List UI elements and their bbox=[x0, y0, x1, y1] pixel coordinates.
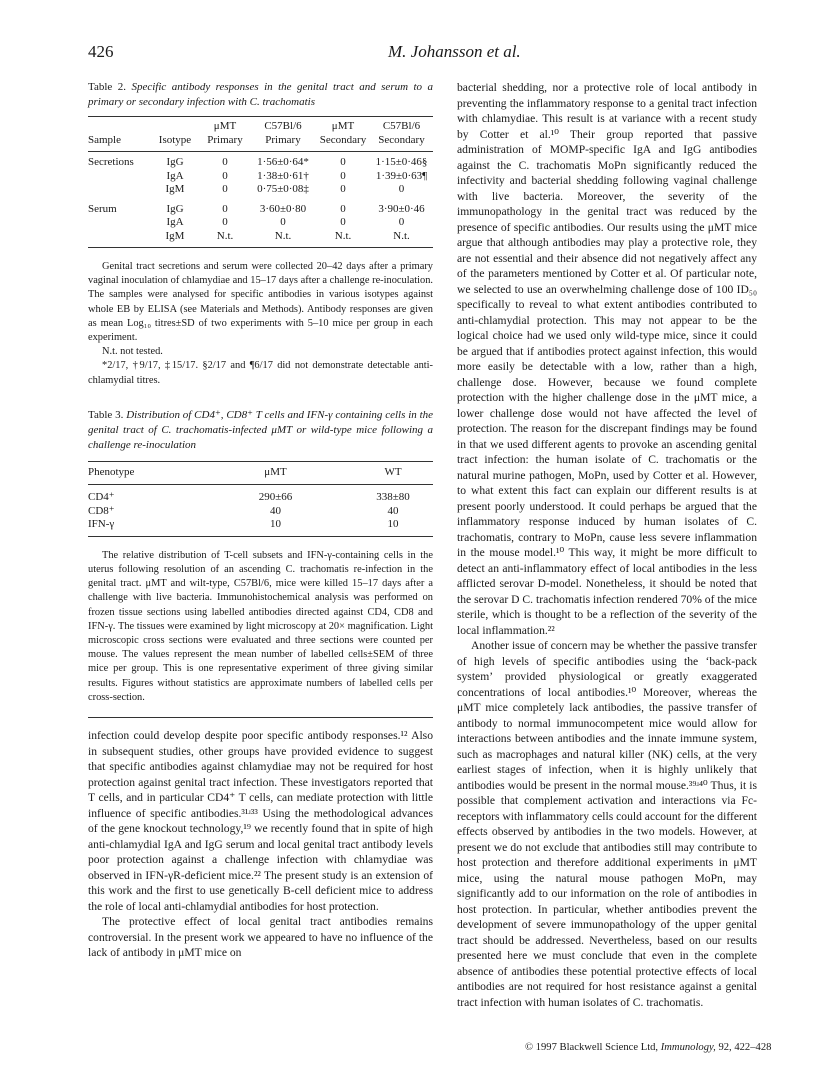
table2-cell: 3·90±0·46 bbox=[378, 202, 425, 215]
table2-footnote-nt: N.t. not tested. bbox=[102, 346, 163, 358]
table2-footnote-symbols: *2/17, †9/17, ‡15/17. §2/17 and ¶6/17 did not demonstrate detectable anti-chlamydial titres. bbox=[88, 360, 433, 386]
table2-cell: N.t. bbox=[393, 229, 410, 242]
volume-pages: 92, 422–428 bbox=[718, 1042, 772, 1053]
table2-label: Table 2. bbox=[88, 81, 126, 93]
copyright-text: © 1997 Blackwell Science Ltd, bbox=[525, 1042, 659, 1053]
table2-cell: 0 bbox=[222, 202, 228, 215]
table3-cell: 10 bbox=[387, 518, 399, 531]
t2-col-mmt-secondary: μMT Secondary bbox=[319, 120, 367, 146]
table2-cell bbox=[88, 170, 150, 184]
table3-caption bbox=[88, 408, 433, 453]
table2-cell: 0 bbox=[398, 183, 405, 195]
table2-footnotes bbox=[88, 260, 433, 388]
copyright-footer bbox=[525, 1042, 771, 1053]
left-column bbox=[88, 80, 433, 961]
table2-cell: 0 bbox=[222, 216, 228, 228]
journal-name: Immunology, bbox=[660, 1042, 716, 1053]
left-paragraph-1: infection could develop despite poor specific antibody responses.¹² Also in subsequent studies, other groups have provided evidence to suggest that specific antibodies against chlamydiae may not be required for host protection against genital tract infection. These investigators reported that T cells, and in particular CD4⁺ T cells, can mediate protection with little influence of specific antibodies.³¹ʴ³³ Using the methodological advances of the gene knockout technology,¹⁹ we recently found that in spite of high anti-chlamydial IgA and IgG serum and local genital tract antibody levels poor protection against a challenge infection with chlamydiae was observed in IFN-γR-deficient mice.²² The present study is an extension of this work and the first to use genetically B-cell deficient mice to address the role of local anti-chlamydial antibodies for host protection. bbox=[88, 729, 433, 913]
t3-col-mmt: μMT bbox=[264, 465, 287, 478]
t2-col-c57-secondary: C57Bl/6 Secondary bbox=[378, 120, 425, 146]
table2-cell: 0 bbox=[222, 156, 228, 168]
t2-col-mmt-primary: μMT Primary bbox=[207, 120, 243, 146]
right-paragraph-2: Another issue of concern may be whether the passive transfer of high levels of specific antibodies using the ‘back-pack system’ provided physiological or greatly exaggerated concentrations of local antibodies.¹⁰ Moreover, whereas the μMT mice completely lack antibodies, the passive transfer of antibody to normal immunocompetent mice would allow for interactions between antibodies and the innate immune system, such as macrophages and natural killer (NK) cells, at the very earliest stages of infection, when it is highly unlikely that antibodies would be present in the normal mouse.³⁹ʴ⁴⁰ Thus, it is possible that complement activation and interactions via Fc-receptors with inflammatory cells could account for the different effects observed by antibodies in the two models. However, at present we do not exclude that antibodies still may contribute to host protection and therefore additional experiments in μMT mice, using the natural mouse pathogen MoPn, may significantly add to our information on the role of antibodies in host protection. In particular, whether antibodies prevent the development of severe immunopathology of the upper genital tract should be addressed. Nevertheless, based on our results presented here we must conclude that even in the complete absence of antibodies these potential protective effects of local antibodies are not required for host resistance against a genital tract infection with human isolates of C. trachomatis. bbox=[457, 639, 757, 1009]
page-number: 426 bbox=[88, 42, 114, 61]
table3-cell: 338±80 bbox=[376, 491, 410, 504]
table2-row bbox=[88, 152, 433, 170]
running-title: M. Johansson et al. bbox=[388, 42, 521, 61]
table2-row bbox=[88, 216, 433, 230]
table3-cell: CD8⁺ bbox=[88, 504, 115, 517]
table2-cell: 0 bbox=[340, 156, 346, 168]
table2-row bbox=[88, 230, 433, 248]
table2-footnote-main: Genital tract secretions and serum were collected 20–42 days after a primary vaginal inoculation of chlamydiae and 15–17 days after a challenge re-inoculation. The samples were analysed for specific antibodies in various isotypes against whole EB by ELISA (see Materials and Methods). Antibody responses are given as mean Log₁₀ titres±SD of two experiments with 5–10 mice per group in each experiment. bbox=[88, 261, 433, 344]
table2 bbox=[88, 116, 433, 248]
table2-cell: IgG bbox=[166, 202, 184, 215]
table3-cell: IFN-γ bbox=[88, 518, 115, 531]
table2-caption-text: Specific antibody responses in the genital tract and serum to a primary or secondary infection with C. trachomatis bbox=[88, 81, 433, 108]
table2-cell: 1·56±0·64* bbox=[257, 156, 309, 168]
table2-cell: 0·75±0·08‡ bbox=[257, 183, 309, 195]
t3-col-phenotype: Phenotype bbox=[88, 465, 135, 478]
table2-cell: IgA bbox=[166, 216, 184, 228]
table2-cell: Secretions bbox=[88, 156, 134, 168]
table2-cell: N.t. bbox=[274, 229, 292, 242]
page-header bbox=[88, 42, 733, 66]
t2-col-sample: Sample bbox=[88, 133, 121, 146]
table3-cell: 40 bbox=[270, 504, 281, 517]
table3-cell: CD4⁺ bbox=[88, 491, 115, 504]
table2-cell: 0 bbox=[222, 183, 228, 195]
t3-col-wt: WT bbox=[384, 465, 402, 478]
left-paragraph-2: The protective effect of local genital tract antibodies remains controversial. In the present work we appeared to have no influence of the lack of antibody in μMT mice on bbox=[88, 915, 433, 960]
right-column bbox=[457, 80, 757, 1010]
table2-cell: 0 bbox=[398, 216, 405, 228]
table2-cell bbox=[88, 183, 150, 197]
table2-cell bbox=[88, 230, 150, 248]
table3-label: Table 3. bbox=[88, 408, 124, 421]
table2-cell: IgA bbox=[166, 169, 184, 182]
table2-cell: N.t. bbox=[216, 229, 234, 242]
table2-cell: N.t. bbox=[334, 229, 352, 242]
table2-cell bbox=[88, 216, 150, 230]
table2-cell: 1·15±0·46§ bbox=[375, 156, 428, 168]
table2-cell: 1·39±0·63¶ bbox=[375, 169, 428, 182]
table2-row bbox=[88, 183, 433, 197]
t2-col-c57-primary: C57Bl/6 Primary bbox=[264, 120, 302, 146]
table2-cell: Serum bbox=[88, 202, 117, 215]
table2-cell: 0 bbox=[340, 169, 346, 182]
table2-row bbox=[88, 197, 433, 217]
table2-caption bbox=[88, 80, 433, 110]
section-divider bbox=[88, 717, 433, 718]
table2-cell: IgM bbox=[165, 183, 185, 195]
table2-cell: 0 bbox=[340, 183, 346, 195]
table3-row bbox=[88, 518, 433, 536]
table2-cell: 3·60±0·80 bbox=[259, 202, 307, 215]
table2-cell: IgM bbox=[165, 229, 185, 242]
table2-cell: 1·38±0·61† bbox=[257, 169, 309, 182]
t2-col-isotype: Isotype bbox=[158, 133, 192, 146]
table2-cell: 0 bbox=[222, 169, 228, 182]
table2-cell: 0 bbox=[340, 216, 346, 228]
table3-row bbox=[88, 485, 433, 505]
right-paragraph-1: bacterial shedding, nor a protective role of local antibody in preventing the inflammatory response to a genital tract infection with chlamydiae. This result is at variance with a recent study by Cotter et al.¹⁰ Their group reported that passive administration of MOMP-specific IgA and IgG antibodies against the C. trachomatis MoPn significantly reduced the infectivity and bacterial shedding following vaginal challenge with live bacteria. Moreover, the severity of the immunopathology in the genital tract was reduced by the presence of specific antibodies. Our results using the μMT mice argue that although antibodies may play a protective role, they are not essential and their absence did not negatively affect any of the parameters mentioned by Cotter et al. Of particular note, we selected to use an overwhelming challenge dose of 100 ID₅₀ specifically to reveal to what extent antibodies contributed to anti-chlamydial protection. This may not appear to be the logical choice had we used only wild-type mice, since it could be argued that if antibodies protect against infection, this would more easily be detectable with a low, rather than a high, challenge dose. However, because we found complete protection with the higher challenge dose in the μMT mice, a lower challenge dose would not have affected the level of protection. The reason for the discrepant findings may be found in that we used different agents to provoke an ascending genital tract infection: the human isolate of C. trachomatis or the natural murine pathogen, MoPn, used by Cotter et al. However, to what extent this fact can explain our different results is at present poorly understood. It could perhaps be argued that the inflammatory response induced by human isolates of C. trachomatis, contrary to MoPn, cause less severe inflammation in the mouse model.¹⁰ This way, it might be more difficult to detect an anti-inflammatory effect of local antibodies in the less afflicted serovar D-model. Nonetheless, it should be noted that the serovar D C. trachomatis infection rendered 70% of the mice sterile, which is thought to be a reflection of the severity of the local inflammation.²² bbox=[457, 81, 757, 637]
table2-row bbox=[88, 170, 433, 184]
table3-footnote: The relative distribution of T-cell subsets and IFN-γ-containing cells in the uterus following resolution of an ascending C. trachomatis re-infection in the genital tract. μMT and wilt-type, C57Bl/6, mice were killed 15–17 days after a challenge with live bacteria. Immunohistochemical analysis was performed on frozen tissue sections using labelled antibodies directed against CD4, CD8 and IFN-γ. The tissues were examined by light microscopy at 20× magnification. Light microscopic cross sections were evaluated and three sections were counted per mouse. The values represent the mean number of labelled cells±SEM of three mice per group. This is one representative experiment of three giving similar results. Figures without statistics are approximate numbers of labelled cells per cross-section. bbox=[88, 549, 433, 703]
table2-cell: 0 bbox=[280, 216, 286, 228]
table3-cell: 10 bbox=[270, 518, 281, 531]
table3-caption-text: Distribution of CD4⁺, CD8⁺ T cells and IFN-γ containing cells in the genital tract of C. trachomatis-infected μMT or wild-type mice following a challenge re-inoculation bbox=[88, 408, 434, 451]
table3-cell: 290±66 bbox=[258, 491, 293, 504]
table3 bbox=[88, 461, 433, 537]
table3-cell: 40 bbox=[387, 504, 399, 517]
table2-cell: IgG bbox=[166, 156, 184, 168]
table3-row bbox=[88, 505, 433, 519]
table2-cell: 0 bbox=[340, 202, 346, 215]
